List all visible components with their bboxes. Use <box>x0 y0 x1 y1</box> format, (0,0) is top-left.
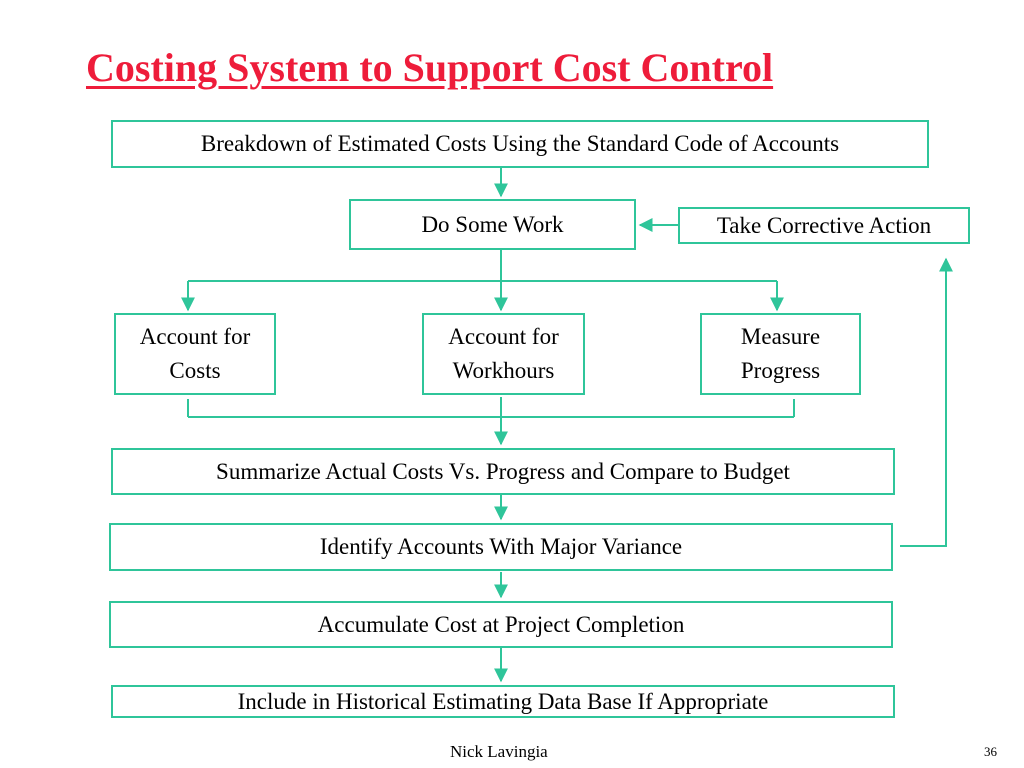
do-work-label: Do Some Work <box>421 211 564 237</box>
include-historical-box <box>111 685 895 718</box>
corrective-action-label: Take Corrective Action <box>716 212 932 238</box>
accumulate-cost-label: Accumulate Cost at Project Completion <box>317 611 685 637</box>
account-workhours-box <box>422 313 585 395</box>
account-workhours-line-2: Workhours <box>452 358 555 383</box>
corrective-action-box <box>678 207 970 244</box>
account-costs-line-1: Account for <box>139 324 251 349</box>
identify-variance-label: Identify Accounts With Major Variance <box>319 534 683 559</box>
measure-progress-line-2: Progress <box>740 358 821 383</box>
account-costs-line-2: Costs <box>169 358 221 383</box>
slide-title: Costing System to Support Cost Control <box>86 45 774 90</box>
measure-progress-box <box>700 313 861 395</box>
summarize-box <box>111 448 895 495</box>
breakdown-label: Breakdown of Estimated Costs Using the Standard Code of Accounts <box>200 131 840 156</box>
identify-variance-box <box>109 523 893 571</box>
footer-author: Nick Lavingia <box>450 742 548 761</box>
arrow-feedback-to-corrective <box>900 259 946 546</box>
account-costs-box <box>114 313 276 395</box>
accumulate-cost-box <box>109 601 893 648</box>
breakdown-box <box>111 120 929 168</box>
summarize-label: Summarize Actual Costs Vs. Progress and Compare to Budget <box>216 458 790 484</box>
include-historical-label: Include in Historical Estimating Data Base If Appropriate <box>237 688 769 714</box>
page-number: 36 <box>984 744 997 759</box>
do-work-box <box>349 199 636 250</box>
account-workhours-line-1: Account for <box>448 324 559 349</box>
measure-progress-line-1: Measure <box>740 324 821 349</box>
